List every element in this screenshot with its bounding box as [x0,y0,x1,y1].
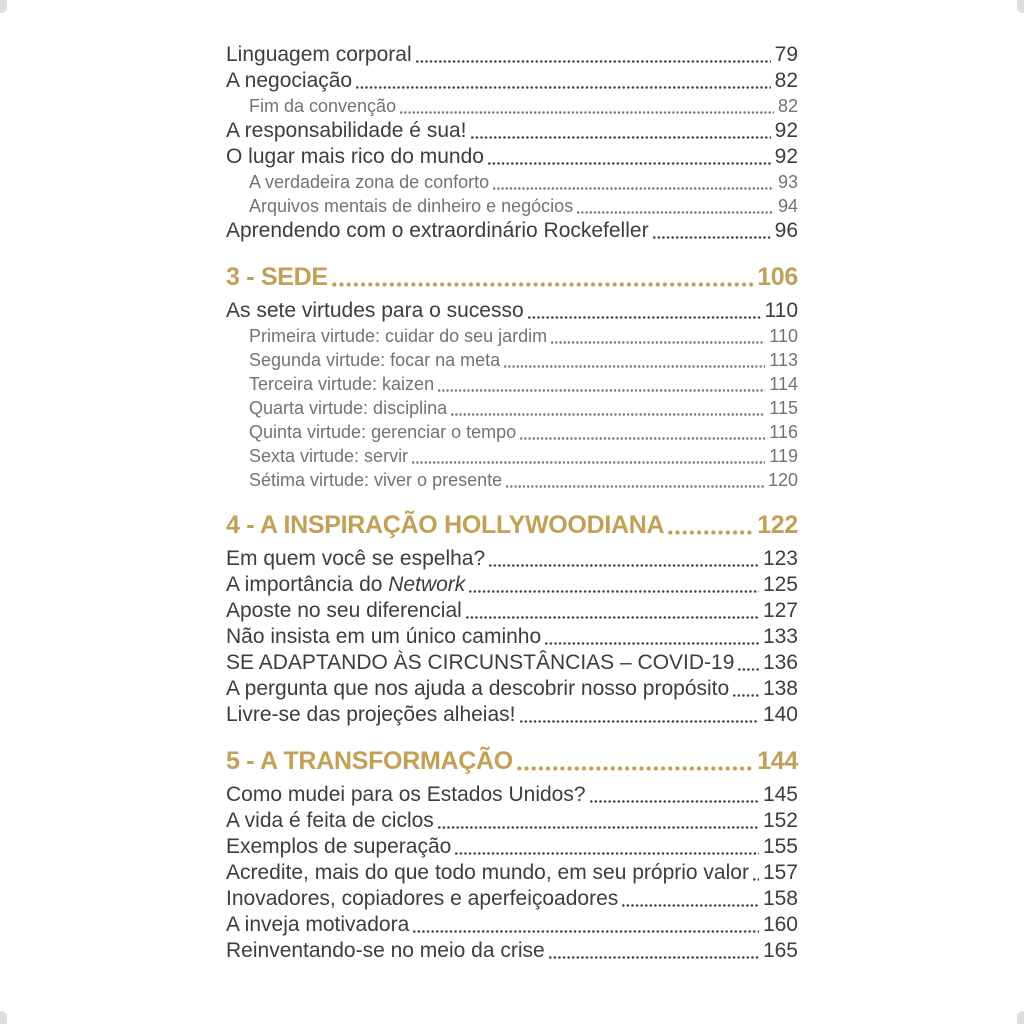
toc-entry-title: Acredite, mais do que todo mundo, em seu próprio valor [226,861,749,884]
dot-leader [751,860,761,886]
toc-entry-page: 115 [769,398,798,418]
dot-leader [436,372,767,396]
toc-entry-main[interactable] [226,118,798,144]
dot-leader [731,676,761,702]
toc-entry-main[interactable] [226,68,798,94]
toc-entry-main[interactable] [226,808,798,834]
dot-leader [467,572,761,598]
dot-leader [651,218,773,244]
dot-leader [469,118,773,144]
toc-entry-title: Primeira virtude: cuidar do seu jardim [249,326,548,346]
toc-entry-page: 106 [757,263,798,291]
toc-entry-title [226,572,465,598]
toc-entry-main[interactable] [226,42,798,68]
toc-entry-main[interactable] [226,834,798,860]
toc-entry-page: 145 [762,783,798,806]
toc-entry-main[interactable] [226,860,798,886]
toc-entry-page: 155 [762,835,798,858]
toc-entry-page: 82 [774,69,798,92]
toc-section [226,42,798,244]
toc-section [226,508,798,728]
toc-entry-main[interactable] [226,598,798,624]
toc-entry-title: As sete virtudes para o sucesso [226,299,524,322]
toc-entry-page: 165 [762,939,798,962]
toc-entry-title: Exemplos de superação [226,835,452,858]
toc-entry-page: 92 [774,145,798,168]
dot-leader [515,744,755,778]
dot-leader [620,886,761,912]
toc-entry-sub[interactable] [226,194,798,218]
toc-entry-sub[interactable] [226,444,798,468]
toc-entry-page: 114 [769,374,798,394]
toc-entry-main[interactable] [226,218,798,244]
dot-leader [436,808,761,834]
toc-entry-sub[interactable] [226,372,798,396]
toc-entry-title: Terceira virtude: kaizen [249,374,435,394]
toc-entry-sub[interactable] [226,420,798,444]
toc-entry-page: 136 [762,651,798,674]
toc-entry-page: 96 [774,219,798,242]
toc-entry-title: A inveja motivadora [226,913,410,936]
toc-entry-page: 125 [762,573,798,596]
toc-entry-page: 82 [777,96,798,116]
dot-leader [504,468,766,492]
toc-entry-title: Fim da convenção [249,96,397,116]
toc-section-heading[interactable] [226,744,798,778]
toc-entry-main[interactable] [226,702,798,728]
toc-entry-title: O lugar mais rico do mundo [226,145,484,168]
toc-entry-page: 92 [774,119,798,142]
toc-entry-title: A pergunta que nos ajuda a descobrir nosso propósito [226,677,730,700]
toc-entry-title: A responsabilidade é sua! [226,119,467,142]
dot-leader [543,624,761,650]
dot-leader [330,260,755,294]
dot-leader [411,912,761,938]
toc-entry-title: A vida é feita de ciclos [226,809,434,832]
toc-entry-sub[interactable] [226,396,798,420]
toc-section-heading[interactable] [226,508,798,542]
dot-leader [549,324,767,348]
corner-artifact-top-left [0,0,7,13]
toc-entry-sub[interactable] [226,348,798,372]
corner-artifact-bottom-right [1017,1011,1024,1024]
toc-entry-title: Livre-se das projeções alheias! [226,703,516,726]
toc-entry-main[interactable] [226,912,798,938]
dot-leader [588,782,761,808]
toc-entry-title: Em quem você se espelha? [226,547,486,570]
dot-leader [547,938,761,964]
toc-entry-page: 119 [769,446,798,466]
toc-entry-title: Linguagem corporal [226,43,412,66]
toc-entry-title: Sexta virtude: servir [249,446,409,466]
toc-entry-title: Inovadores, copiadores e aperfeiçoadores [226,887,619,910]
toc-entry-page: 158 [762,887,798,910]
toc-entry-main[interactable] [226,624,798,650]
toc-entry-title: Arquivos mentais de dinheiro e negócios [249,196,574,216]
toc-entry-main[interactable] [226,144,798,170]
corner-artifact-bottom-left [0,1011,7,1024]
toc-entry-sub[interactable] [226,170,798,194]
toc-entry-page: 93 [777,172,798,192]
toc-entry-sub[interactable] [226,468,798,492]
dot-leader [354,68,773,94]
toc-entry-page: 113 [769,350,798,370]
toc-entry-title: 5 - A TRANSFORMAÇÃO [226,747,513,775]
dot-leader [453,834,761,860]
toc-entry-page: 123 [762,547,798,570]
toc-section [226,744,798,964]
dot-leader [486,144,773,170]
toc-entry-main[interactable] [226,782,798,808]
toc-entry-main[interactable] [226,650,798,676]
dot-leader [666,508,755,542]
toc-section [226,260,798,492]
toc-entry-title: Sétima virtude: viver o presente [249,470,503,490]
toc-entry-title-text: A importância do [226,573,389,596]
toc-entry-title: Quinta virtude: gerenciar o tempo [249,422,517,442]
dot-leader [464,598,761,624]
dot-leader [518,420,767,444]
toc-entry-title: Aprendendo com o extraordinário Rockefeller [226,219,649,242]
toc-entry-main[interactable] [226,938,798,964]
dot-leader [410,444,767,468]
toc-entry-main[interactable] [226,572,798,598]
dot-leader [487,546,761,572]
dot-leader [491,170,776,194]
toc-entry-sub[interactable] [226,94,798,118]
toc-entry-title: A negociação [226,69,353,92]
toc-entry-title: Reinventando-se no meio da crise [226,939,545,962]
toc-entry-title: A verdadeira zona de conforto [249,172,490,192]
toc-entry-title: Quarta virtude: disciplina [249,398,448,418]
dot-leader [526,298,763,324]
toc-entry-main[interactable] [226,298,798,324]
toc-entry-page: 94 [777,196,798,216]
toc-entry-page: 120 [767,470,798,490]
toc-entry-main[interactable] [226,546,798,572]
toc-entry-sub[interactable] [226,324,798,348]
toc-entry-title: Segunda virtude: focar na meta [249,350,501,370]
toc-entry-page: 140 [762,703,798,726]
dot-leader [414,42,773,68]
toc-entry-title: Não insista em um único caminho [226,625,542,648]
toc-entry-page: 160 [762,913,798,936]
toc-section-heading[interactable] [226,260,798,294]
dot-leader [398,94,776,118]
toc-entry-title: 3 - SEDE [226,263,328,291]
toc-entry-page: 133 [762,625,798,648]
toc-entry-page: 110 [764,299,798,322]
toc-entry-page: 116 [769,422,798,442]
table-of-contents [226,0,798,964]
toc-entry-title: Aposte no seu diferencial [226,599,462,622]
toc-entry-page: 152 [762,809,798,832]
dot-leader [502,348,767,372]
toc-entry-title: 4 - A INSPIRAÇÃO HOLLYWOODIANA [226,511,665,539]
toc-entry-title: Como mudei para os Estados Unidos? [226,783,586,806]
toc-entry-page: 144 [757,747,798,775]
toc-entry-page: 138 [762,677,798,700]
toc-entry-title: SE ADAPTANDO ÀS CIRCUNSTÂNCIAS – COVID-19 [226,651,735,674]
dot-leader [449,396,767,420]
dot-leader [518,702,761,728]
dot-leader [575,194,776,218]
dot-leader [736,650,761,676]
toc-entry-title-italic: Network [388,573,466,596]
toc-entry-main[interactable] [226,886,798,912]
corner-artifact-top-right [1017,0,1024,13]
toc-entry-page: 157 [762,861,798,884]
toc-entry-page: 110 [769,326,798,346]
toc-entry-main[interactable] [226,676,798,702]
toc-entry-page: 79 [774,43,798,66]
toc-entry-page: 122 [757,511,798,539]
toc-entry-page: 127 [762,599,798,622]
